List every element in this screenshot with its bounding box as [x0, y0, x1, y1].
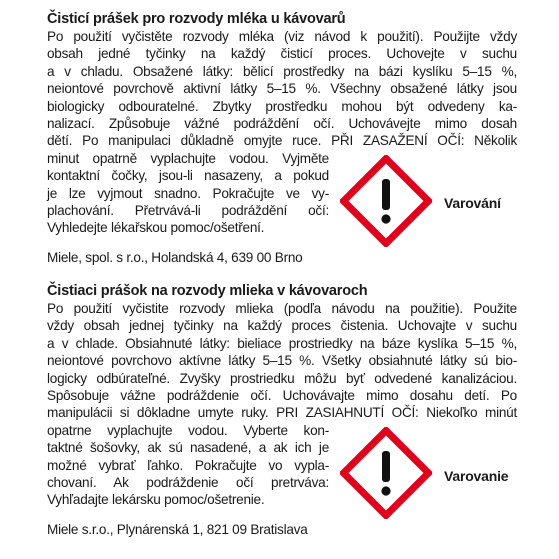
body-line: manipulácii si dôkladne umyte ruky. PRI ZASIAHNUTÍ OČÍ: Niekoľko minút — [47, 405, 517, 421]
body-line: plachování. Přetrvává-li podráždění očí: — [47, 203, 329, 219]
section-czech — [47, 10, 517, 266]
exclamation-mark-hazard-icon — [340, 155, 432, 252]
signal-word-czech: Varování — [444, 195, 501, 211]
body-line: nalizací. Způsobuje vážné podráždění očí. Uchovávejte mimo dosah — [47, 116, 517, 132]
body-line: Po použití vyčistite rozvody mlieka (podľa návodu na použitie). Použite — [47, 301, 517, 316]
body-line: kontaktní čočky, jsou-li nasazeny, a pokud — [47, 168, 329, 184]
body-line: možné vybrať ľahko. Pokračujte vo vypla- — [47, 457, 329, 473]
body-line: Spôsobuje vážne podráždenie očí. Uchovávajte mimo dosahu detí. Po — [47, 388, 517, 404]
body-line: obsah jedné tyčinky na každý čisticí proces. Uchovejte v suchu — [47, 46, 517, 62]
body-line: a v chlade. Obsiahnuté látky: bieliace prostriedky na báze kyslíka 5–15 %, — [47, 335, 517, 351]
body-line: logicky odbúrateľné. Zvyšky prostriedku môžu byť odvedené kanalizáciou. — [47, 370, 517, 386]
body-line: minut opatrně vyplachujte vodou. Vyjměte — [47, 150, 329, 166]
body-line: vždy obsah jednej tyčinky na každý proces čistenia. Uchovajte v suchu — [47, 318, 517, 334]
manufacturer-address-czech: Miele, spol. s r.o., Holandská 4, 639 00 Brno — [47, 249, 303, 265]
signal-word-slovak: Varovanie — [444, 468, 509, 484]
body-line: je lze vyjmout snadno. Pokračujte ve vy- — [47, 185, 329, 201]
title-slovak: Čistiaci prášok na rozvody mlieka v kávovaroch — [47, 283, 368, 299]
body-line: neiontové povrchově aktivní látky 5–15 %. Všechny obsažené látky jsou — [47, 81, 517, 97]
title-czech: Čisticí prášek pro rozvody mléka u kávovarů — [47, 11, 346, 27]
body-line: opatrne vyplachujte vodou. Vyberte kon- — [47, 422, 329, 438]
body-line: Vyhľadajte lekársku pomoc/ošetrenie. — [47, 492, 265, 508]
body-line: neiontové povrchovo aktívne látky 5–15 %. Všetky obsiahnuté látky sú bio- — [47, 353, 517, 369]
body-line: Vyhledejte lékařskou pomoc/ošetření. — [47, 220, 265, 236]
body-line: a v chladu. Obsažené látky: bělicí prostředky na bázi kyslíku 5–15 %, — [47, 63, 517, 79]
body-line: dětí. Po manipulaci důkladně omyjte ruce. PŘI ZASAŽENÍ OČÍ: Několik — [47, 133, 517, 149]
body-line: chovaní. Ak podráždenie očí pretrváva: — [47, 475, 329, 491]
body-line: taktné šošovky, ak sú nasadené, a ak ich je — [47, 440, 329, 456]
exclamation-mark-hazard-icon — [340, 427, 432, 524]
body-line: Po použití vyčistěte rozvody mléka (viz návod k použití). Použijte vždy — [47, 29, 517, 44]
body-line: biologicky odbouratelné. Zbytky prostředku mohou být odvedeny ka- — [47, 98, 517, 114]
section-slovak — [47, 282, 517, 538]
manufacturer-address-slovak: Miele s.r.o., Plynárenská 1, 821 09 Bratislava — [47, 521, 308, 537]
